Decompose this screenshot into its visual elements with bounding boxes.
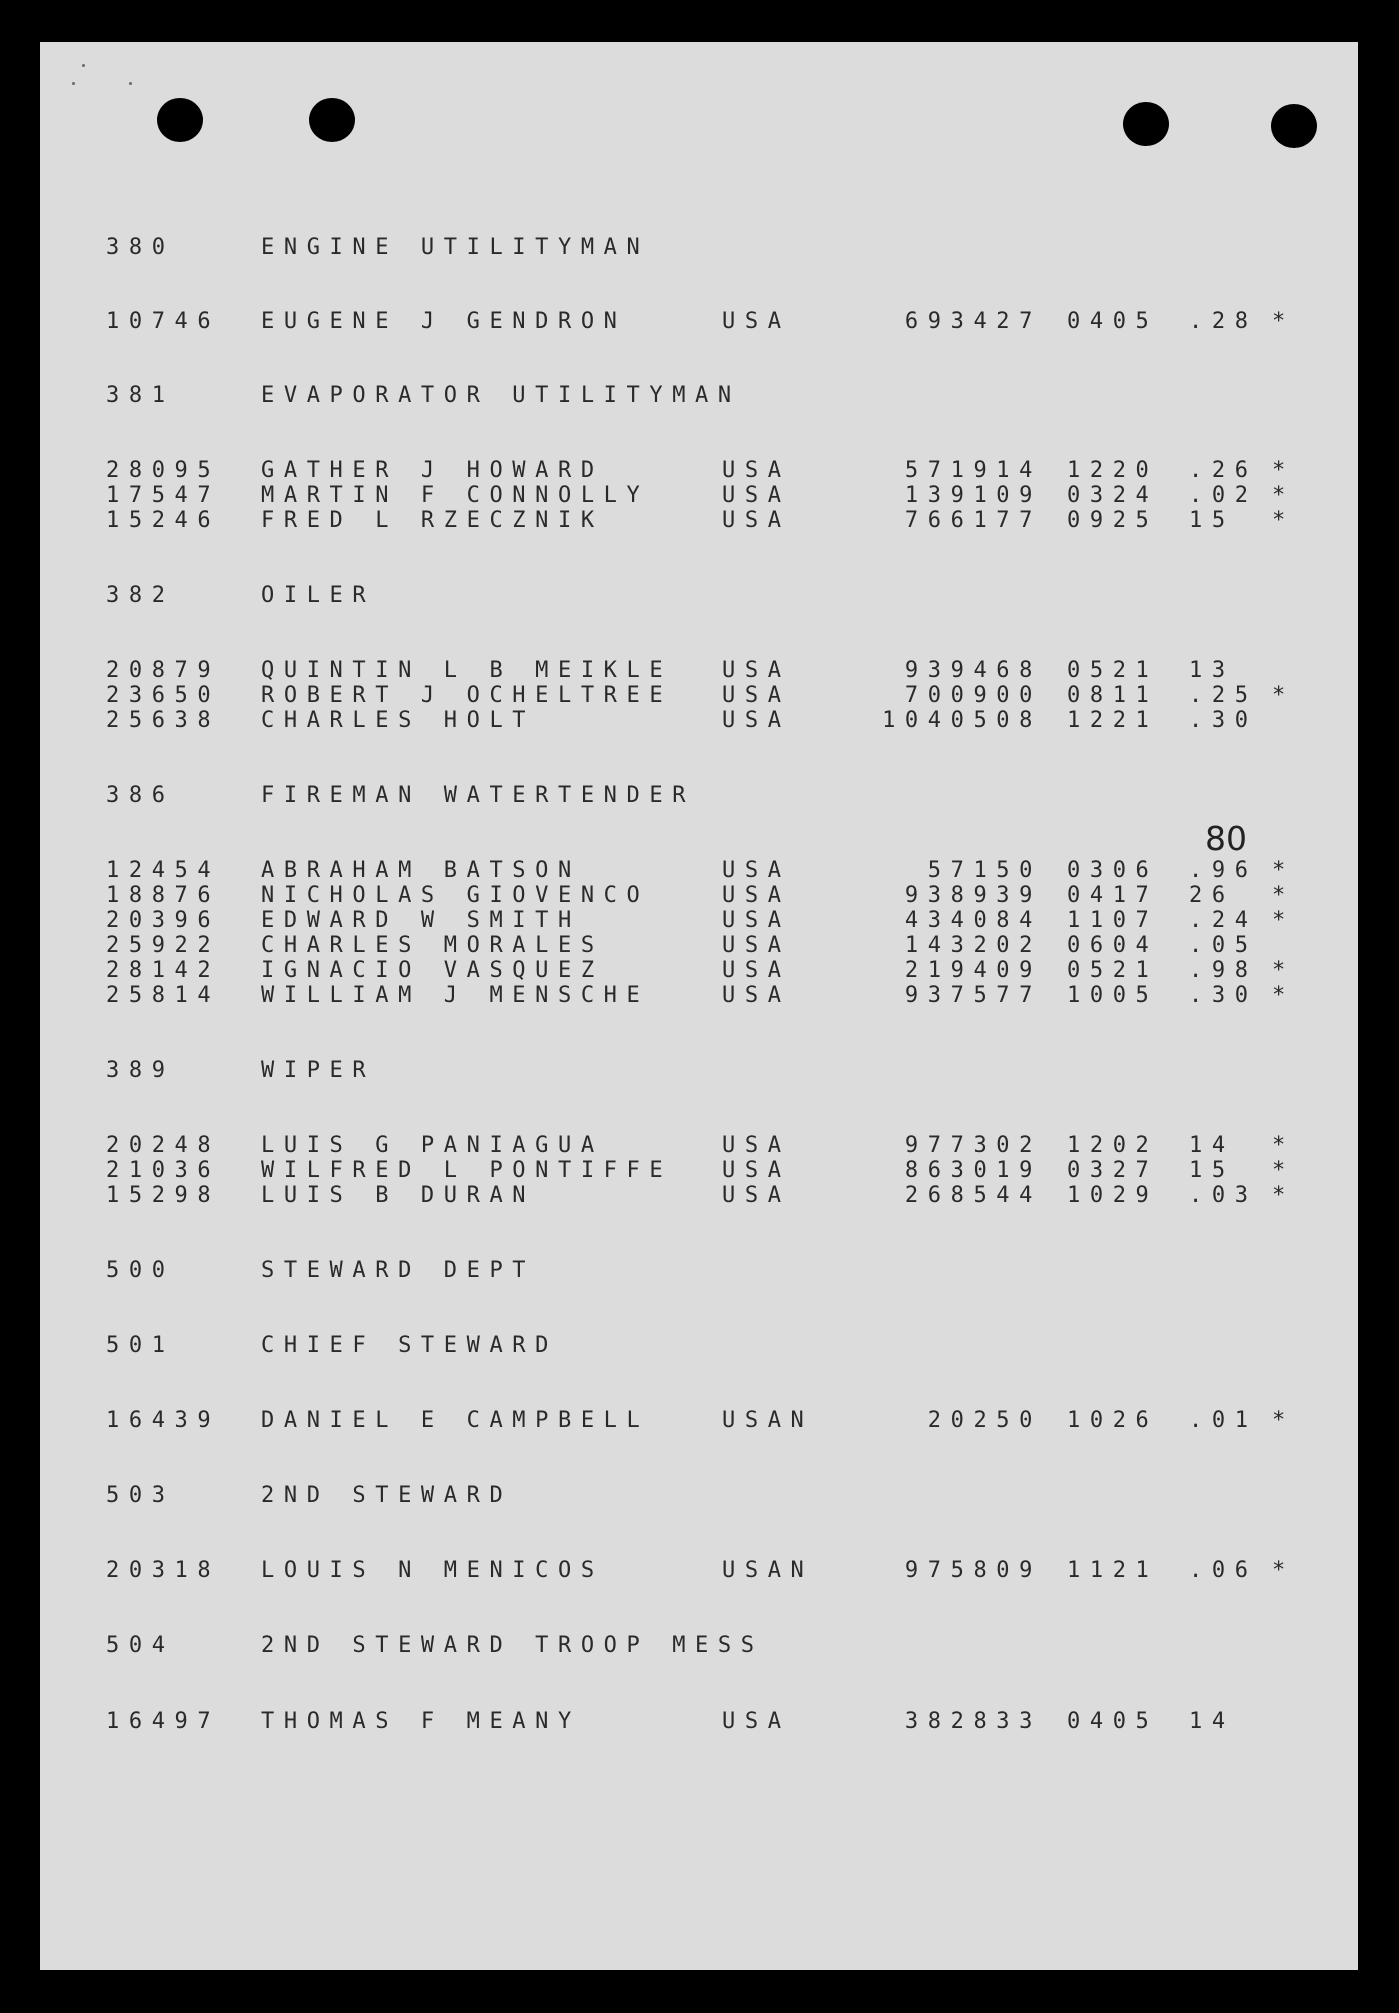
row-code: 25638 [106, 708, 221, 733]
row-number: 863019 [904, 1158, 1042, 1183]
row-code: 20879 [106, 658, 221, 683]
row-name: DANIEL E CAMPBELL [261, 1408, 650, 1433]
row-citizenship: USA [722, 508, 791, 533]
row-citizenship: USA [722, 483, 791, 508]
row-date: 1005 [1067, 983, 1159, 1008]
row-code: 23650 [106, 683, 221, 708]
row-number: 975809 [904, 1558, 1042, 1583]
row-mark: * [1272, 858, 1295, 883]
row-value: .28 [1189, 309, 1258, 334]
row-number: 571914 [904, 458, 1042, 483]
row-code: 10746 [106, 309, 221, 334]
row-code: 386 [106, 783, 175, 808]
row-citizenship: USA [722, 983, 791, 1008]
row-code: 380 [106, 235, 175, 260]
row-mark: * [1272, 1133, 1295, 1158]
row-value: .24 [1189, 908, 1258, 933]
row-citizenship: USA [722, 658, 791, 683]
row-number: 219409 [904, 958, 1042, 983]
row-name: ENGINE UTILITYMAN [261, 235, 650, 260]
row-name: 2ND STEWARD [261, 1483, 513, 1508]
row-name: CHARLES HOLT [261, 708, 536, 733]
row-date: 0925 [1067, 508, 1159, 533]
row-number: 434084 [904, 908, 1042, 933]
row-citizenship: USA [722, 1709, 791, 1734]
row-name: WILLIAM J MENSCHE [261, 983, 650, 1008]
row-code: 18876 [106, 883, 221, 908]
row-value: 14 [1189, 1133, 1235, 1158]
row-code: 16439 [106, 1408, 221, 1433]
row-number: 20250 [927, 1408, 1042, 1433]
row-citizenship: USA [722, 883, 791, 908]
row-name: WIPER [261, 1058, 376, 1083]
row-citizenship: USA [722, 1183, 791, 1208]
row-name: THOMAS F MEANY [261, 1709, 581, 1734]
row-value: .05 [1189, 933, 1258, 958]
row-name: CHIEF STEWARD [261, 1333, 558, 1358]
row-name: EUGENE J GENDRON [261, 309, 627, 334]
document-page [40, 42, 1358, 1970]
row-date: 1107 [1067, 908, 1159, 933]
row-date: 1029 [1067, 1183, 1159, 1208]
row-code: 15246 [106, 508, 221, 533]
row-value: .30 [1189, 708, 1258, 733]
row-date: 1121 [1067, 1558, 1159, 1583]
row-code: 15298 [106, 1183, 221, 1208]
row-citizenship: USAN [722, 1408, 814, 1433]
row-number: 937577 [904, 983, 1042, 1008]
row-number: 268544 [904, 1183, 1042, 1208]
row-code: 17547 [106, 483, 221, 508]
row-number: 939468 [904, 658, 1042, 683]
row-date: 1026 [1067, 1408, 1159, 1433]
row-number: 693427 [904, 309, 1042, 334]
row-mark: * [1272, 1158, 1295, 1183]
punch-hole-right-2 [1271, 104, 1317, 148]
punch-hole-left-2 [309, 98, 355, 142]
row-date: 1202 [1067, 1133, 1159, 1158]
row-code: 25814 [106, 983, 221, 1008]
row-code: 504 [106, 1633, 175, 1658]
row-name: MARTIN F CONNOLLY [261, 483, 650, 508]
row-code: 28095 [106, 458, 221, 483]
row-mark: * [1272, 883, 1295, 908]
page-number: 80 [1205, 819, 1247, 858]
row-date: 0405 [1067, 309, 1159, 334]
row-value: .30 [1189, 983, 1258, 1008]
row-date: 0604 [1067, 933, 1159, 958]
row-mark: * [1272, 458, 1295, 483]
row-citizenship: USA [722, 1133, 791, 1158]
row-citizenship: USA [722, 1158, 791, 1183]
row-name: IGNACIO VASQUEZ [261, 958, 604, 983]
row-name: CHARLES MORALES [261, 933, 604, 958]
row-mark: * [1272, 508, 1295, 533]
paper-speck [72, 82, 75, 85]
row-code: 20396 [106, 908, 221, 933]
row-code: 25922 [106, 933, 221, 958]
row-mark: * [1272, 483, 1295, 508]
row-number: 766177 [904, 508, 1042, 533]
row-value: .98 [1189, 958, 1258, 983]
row-number: 382833 [904, 1709, 1042, 1734]
row-value: 14 [1189, 1709, 1235, 1734]
row-date: 1220 [1067, 458, 1159, 483]
row-value: 15 [1189, 1158, 1235, 1183]
row-code: 381 [106, 383, 175, 408]
row-code: 20318 [106, 1558, 221, 1583]
row-code: 12454 [106, 858, 221, 883]
row-name: ROBERT J OCHELTREE [261, 683, 673, 708]
row-name: NICHOLAS GIOVENCO [261, 883, 650, 908]
row-name: GATHER J HOWARD [261, 458, 604, 483]
paper-speck [129, 82, 132, 85]
row-code: 16497 [106, 1709, 221, 1734]
row-mark: * [1272, 958, 1295, 983]
row-date: 0521 [1067, 958, 1159, 983]
row-mark: * [1272, 1558, 1295, 1583]
row-value: .26 [1189, 458, 1258, 483]
row-name: EDWARD W SMITH [261, 908, 581, 933]
row-name: EVAPORATOR UTILITYMAN [261, 383, 741, 408]
row-number: 977302 [904, 1133, 1042, 1158]
row-citizenship: USA [722, 933, 791, 958]
row-number: 57150 [927, 858, 1042, 883]
row-name: OILER [261, 583, 376, 608]
row-value: .96 [1189, 858, 1258, 883]
row-value: 26 [1189, 883, 1235, 908]
row-code: 21036 [106, 1158, 221, 1183]
row-value: .03 [1189, 1183, 1258, 1208]
row-name: QUINTIN L B MEIKLE [261, 658, 673, 683]
row-citizenship: USA [722, 908, 791, 933]
row-code: 500 [106, 1258, 175, 1283]
row-value: 15 [1189, 508, 1235, 533]
row-mark: * [1272, 983, 1295, 1008]
row-code: 389 [106, 1058, 175, 1083]
row-citizenship: USA [722, 708, 791, 733]
row-number: 1040508 [882, 708, 1042, 733]
row-code: 382 [106, 583, 175, 608]
row-value: .01 [1189, 1408, 1258, 1433]
row-date: 0306 [1067, 858, 1159, 883]
row-name: FIREMAN WATERTENDER [261, 783, 696, 808]
row-citizenship: USA [722, 309, 791, 334]
row-citizenship: USA [722, 958, 791, 983]
row-mark: * [1272, 1183, 1295, 1208]
row-date: 0521 [1067, 658, 1159, 683]
row-name: WILFRED L PONTIFFE [261, 1158, 673, 1183]
row-name: LUIS G PANIAGUA [261, 1133, 604, 1158]
row-mark: * [1272, 1408, 1295, 1433]
row-code: 28142 [106, 958, 221, 983]
row-value: .06 [1189, 1558, 1258, 1583]
punch-hole-left-1 [157, 98, 203, 142]
row-citizenship: USAN [722, 1558, 814, 1583]
row-mark: * [1272, 908, 1295, 933]
row-date: 0811 [1067, 683, 1159, 708]
paper-speck [82, 64, 85, 67]
row-number: 143202 [904, 933, 1042, 958]
row-code: 20248 [106, 1133, 221, 1158]
row-mark: * [1272, 309, 1295, 334]
row-name: ABRAHAM BATSON [261, 858, 581, 883]
row-citizenship: USA [722, 458, 791, 483]
row-name: LOUIS N MENICOS [261, 1558, 604, 1583]
row-number: 938939 [904, 883, 1042, 908]
row-date: 0417 [1067, 883, 1159, 908]
row-name: 2ND STEWARD TROOP MESS [261, 1633, 764, 1658]
row-name: FRED L RZECZNIK [261, 508, 604, 533]
row-value: .25 [1189, 683, 1258, 708]
row-citizenship: USA [722, 858, 791, 883]
row-date: 0327 [1067, 1158, 1159, 1183]
row-date: 1221 [1067, 708, 1159, 733]
row-date: 0405 [1067, 1709, 1159, 1734]
row-code: 503 [106, 1483, 175, 1508]
row-name: LUIS B DURAN [261, 1183, 536, 1208]
punch-hole-right-1 [1123, 102, 1169, 146]
row-mark: * [1272, 683, 1295, 708]
row-citizenship: USA [722, 683, 791, 708]
row-number: 139109 [904, 483, 1042, 508]
row-date: 0324 [1067, 483, 1159, 508]
row-code: 501 [106, 1333, 175, 1358]
row-value: 13 [1189, 658, 1235, 683]
row-number: 700900 [904, 683, 1042, 708]
row-name: STEWARD DEPT [261, 1258, 536, 1283]
row-value: .02 [1189, 483, 1258, 508]
